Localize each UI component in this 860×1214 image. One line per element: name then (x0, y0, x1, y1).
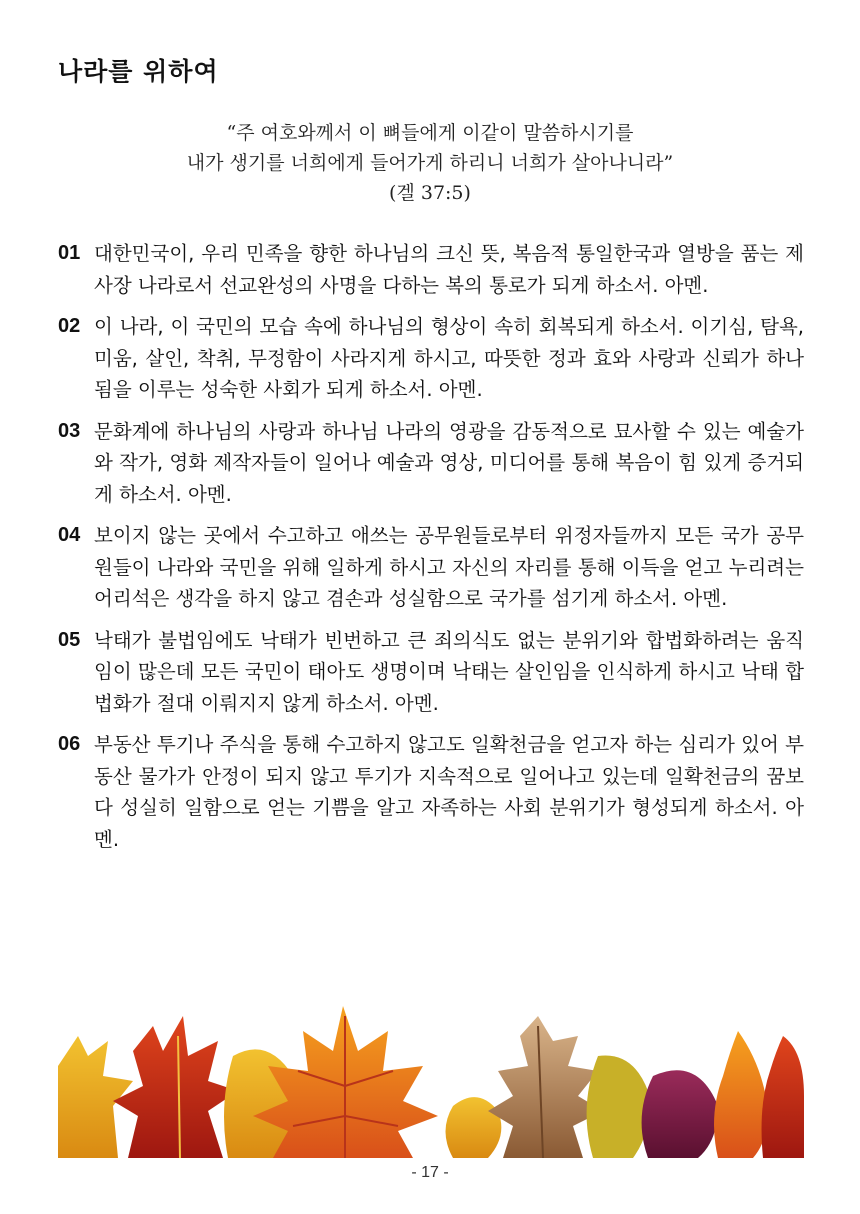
prayer-item (58, 625, 804, 720)
item-number: 01 (58, 242, 81, 264)
verse-line: 내가 생기를 너희에게 들어가게 하리니 너희가 살아나니라” (186, 152, 674, 174)
item-number: 06 (58, 733, 81, 755)
prayer-item (58, 416, 804, 511)
prayer-item (58, 238, 804, 301)
item-text: 문화계에 하나님의 사랑과 하나님 나라의 영광을 감동적으로 묘사할 수 있는 예술가와 작가, 영화 제작자들이 일어나 예술과 영상, 미디어를 통해 복음이 힘 있게 증거되게 하소서. 아멘. (94, 419, 804, 506)
verse-line: “주 여호와께서 이 뼈들에게 이같이 말씀하시기를 (226, 122, 634, 144)
prayer-list (58, 238, 804, 865)
item-text: 부동산 투기나 주식을 통해 수고하지 않고도 일확천금을 얻고자 하는 심리가 있어 부동산 물가가 안정이 되지 않고 투기가 지속적으로 일어나고 있는데 일확천금의 꿈보다 성실히 일함으로 얻는 기쁨을 알고 자족하는 사회 분위기가 형성되게 하소서. 아멘. (94, 733, 804, 851)
item-text: 대한민국이, 우리 민족을 향한 하나님의 크신 뜻, 복음적 통일한국과 열방을 품는 제사장 나라로서 선교완성의 사명을 다하는 복의 통로가 되게 하소서. 아멘. (94, 242, 804, 297)
item-number: 05 (58, 628, 81, 651)
prayer-item (58, 311, 804, 406)
item-number: 03 (58, 419, 81, 442)
page-number: - 17 - (411, 1164, 449, 1181)
item-number: 02 (58, 315, 81, 337)
item-number: 04 (58, 524, 81, 546)
prayer-item (58, 729, 804, 855)
page-title: 나라를 위하여 (58, 57, 219, 86)
item-text: 보이지 않는 곳에서 수고하고 애쓰는 공무원들로부터 위정자들까지 모든 국가 공무원들이 나라와 국민을 위해 일하게 하시고 자신의 자리를 통해 이득을 얻고 누리려는 어리석은 생각을 하지 않고 겸손과 성실함으로 국가를 섬기게 하소서. 아멘. (94, 524, 804, 610)
scripture-quote (0, 118, 860, 208)
item-text: 낙태가 불법임에도 낙태가 빈번하고 큰 죄의식도 없는 분위기와 합법화하려는 움직임이 많은데 모든 국민이 태아도 생명이며 낙태는 살인임을 인식하게 하시고 낙태 합법화가 절대 이뤄지지 않게 하소서. 아멘. (94, 628, 804, 715)
prayer-item (58, 520, 804, 615)
verse-reference: (겔 37:5) (389, 182, 471, 204)
item-text: 이 나라, 이 국민의 모습 속에 하나님의 형상이 속히 회복되게 하소서. 이기심, 탐욕, 미움, 살인, 착취, 무정함이 사라지게 하시고, 따뜻한 정과 효와 사랑과 신뢰가 하나 됨을 이루는 성숙한 사회가 되게 하소서. 아멘. (94, 315, 804, 401)
autumn-leaves-image (58, 996, 804, 1158)
